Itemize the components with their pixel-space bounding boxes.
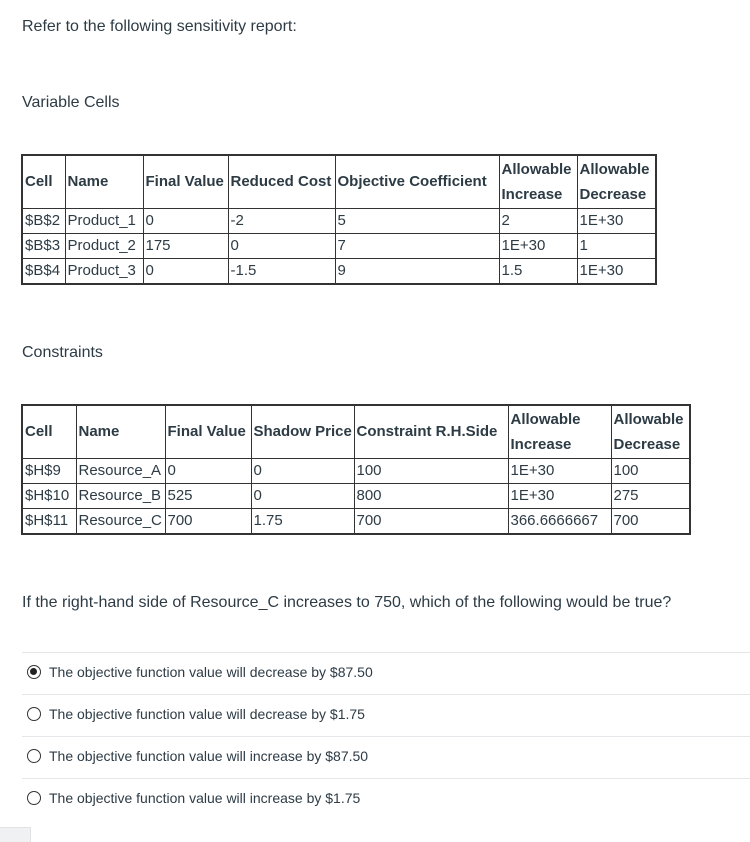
- table-cell: 0: [228, 234, 335, 259]
- table-cell: Resource_A: [76, 459, 165, 484]
- constraints-heading: Constraints: [22, 344, 103, 361]
- variable-cells-heading: Variable Cells: [22, 94, 120, 111]
- table-cell: 1E+30: [577, 259, 656, 285]
- table-row: [22, 234, 656, 259]
- answer-option[interactable]: [22, 736, 750, 778]
- header-allowable-increase: Allowable Increase: [508, 405, 611, 459]
- table-cell: 0: [251, 484, 354, 509]
- radio-button[interactable]: [27, 791, 41, 805]
- table-cell: $H$11: [22, 509, 76, 535]
- answer-choices: [22, 652, 750, 820]
- table-cell: $B$3: [22, 234, 65, 259]
- table-cell: Product_3: [65, 259, 143, 285]
- table-cell: 1.5: [499, 259, 577, 285]
- table-cell: -2: [228, 209, 335, 234]
- table-cell: 0: [143, 209, 228, 234]
- table-row: [22, 459, 690, 484]
- question-text: If the right-hand side of Resource_C increases to 750, which of the following would be true?: [22, 594, 672, 611]
- variable-cells-header-row: [22, 155, 656, 209]
- table-cell: 0: [251, 459, 354, 484]
- header-final-value: Final Value: [143, 155, 228, 209]
- table-cell: 366.6666667: [508, 509, 611, 535]
- table-cell: $H$9: [22, 459, 76, 484]
- table-cell: 1E+30: [508, 484, 611, 509]
- table-cell: 800: [354, 484, 508, 509]
- table-cell: 5: [335, 209, 499, 234]
- header-shadow-price: Shadow Price: [251, 405, 354, 459]
- answer-option-label: The objective function value will increase by $1.75: [49, 790, 361, 806]
- header-allowable-decrease: Allowable Decrease: [611, 405, 690, 459]
- answer-option-label: The objective function value will decrease by $1.75: [49, 706, 365, 722]
- table-cell: 1E+30: [499, 234, 577, 259]
- answer-option-label: The objective function value will increase by $87.50: [49, 748, 369, 764]
- header-cell: Cell: [22, 155, 65, 209]
- table-cell: 700: [611, 509, 690, 535]
- answer-option[interactable]: [22, 694, 750, 736]
- table-cell: Resource_B: [76, 484, 165, 509]
- answer-option[interactable]: [22, 652, 750, 694]
- header-name: Name: [76, 405, 165, 459]
- table-cell: -1.5: [228, 259, 335, 285]
- header-reduced-cost: Reduced Cost: [228, 155, 335, 209]
- answer-option[interactable]: [22, 778, 750, 820]
- header-final-value: Final Value: [165, 405, 251, 459]
- header-objective-coefficient: Objective Coefficient: [335, 155, 499, 209]
- table-cell: $B$2: [22, 209, 65, 234]
- table-cell: 275: [611, 484, 690, 509]
- table-cell: 1.75: [251, 509, 354, 535]
- intro-text: Refer to the following sensitivity report:: [22, 18, 297, 35]
- table-cell: Resource_C: [76, 509, 165, 535]
- table-cell: Product_2: [65, 234, 143, 259]
- table-cell: 100: [354, 459, 508, 484]
- table-row: [22, 209, 656, 234]
- radio-button[interactable]: [27, 707, 41, 721]
- constraints-table: [21, 404, 691, 535]
- table-cell: 0: [143, 259, 228, 285]
- radio-button[interactable]: [27, 749, 41, 763]
- header-cell: Cell: [22, 405, 76, 459]
- table-cell: 7: [335, 234, 499, 259]
- header-allowable-increase: Allowable Increase: [499, 155, 577, 209]
- table-cell: $H$10: [22, 484, 76, 509]
- table-cell: 700: [165, 509, 251, 535]
- table-cell: 175: [143, 234, 228, 259]
- table-cell: $B$4: [22, 259, 65, 285]
- header-constraint-rhs: Constraint R.H.Side: [354, 405, 508, 459]
- variable-cells-table: [21, 154, 657, 285]
- table-cell: 0: [165, 459, 251, 484]
- table-cell: 2: [499, 209, 577, 234]
- table-cell: 700: [354, 509, 508, 535]
- header-allowable-decrease: Allowable Decrease: [577, 155, 656, 209]
- table-cell: Product_1: [65, 209, 143, 234]
- corner-tab: [0, 827, 31, 842]
- table-row: [22, 484, 690, 509]
- header-name: Name: [65, 155, 143, 209]
- table-cell: 1E+30: [577, 209, 656, 234]
- radio-button-selected[interactable]: [27, 665, 41, 679]
- table-row: [22, 259, 656, 285]
- table-cell: 9: [335, 259, 499, 285]
- table-cell: 525: [165, 484, 251, 509]
- constraints-header-row: [22, 405, 690, 459]
- table-cell: 1: [577, 234, 656, 259]
- answer-option-label: The objective function value will decrease by $87.50: [49, 664, 373, 680]
- table-cell: 100: [611, 459, 690, 484]
- table-cell: 1E+30: [508, 459, 611, 484]
- table-row: [22, 509, 690, 535]
